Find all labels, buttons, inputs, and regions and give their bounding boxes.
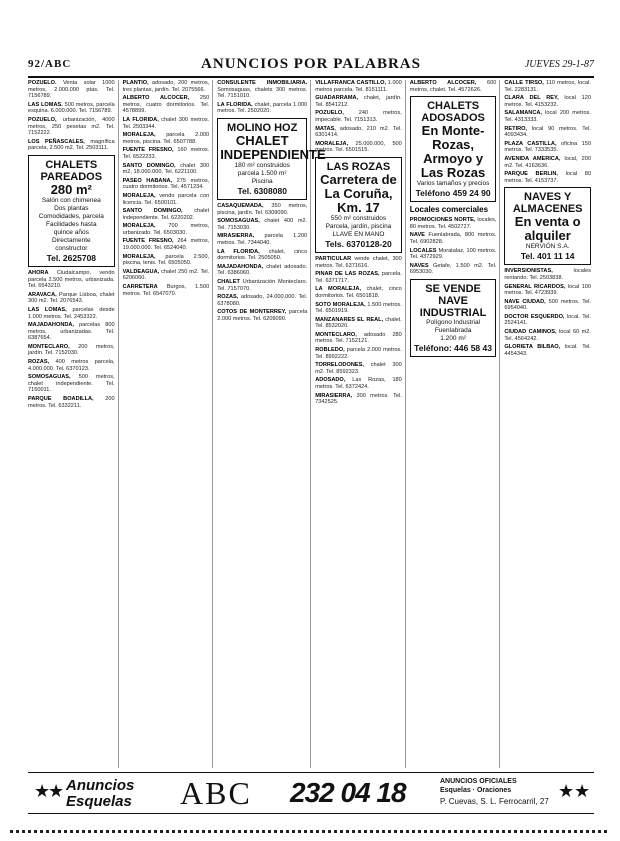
display-ad-subtitle: En Monte-Rozas, Armoyo y Las Rozas [420, 123, 486, 181]
footer-oficiales: ANUNCIOS OFICIALES [440, 778, 517, 785]
classified-ad [123, 117, 210, 130]
ad-lead: SOTO MORALEJA, [315, 301, 366, 308]
classified-ad [217, 249, 307, 262]
ad-text: 400 metros parcela, 4.000.000. Tel. 6370123. [28, 359, 115, 372]
ad-lead: POZUELO, [28, 116, 57, 123]
ad-lead: GUADARRAMA, [315, 95, 359, 102]
ad-text: Parque Lisboa, chalet 300 m2. Tel. 2076543. [28, 291, 115, 305]
footer-brand: ABC [180, 775, 252, 811]
ad-lead: CLARA DEL REY, [504, 95, 559, 102]
ad-lead: LA FLORIDA, [217, 248, 260, 255]
classified-columns [28, 80, 594, 768]
footer-anuncios: Anuncios [66, 777, 135, 794]
display-ad-title: SE VENDE NAVE INDUSTRIAL [419, 282, 487, 319]
ad-lead: PARQUE BOADILLA, [28, 396, 94, 403]
footer-phone: 232 04 18 [290, 777, 406, 808]
display-ad-phone: Tel. 6308080 [237, 185, 287, 196]
ad-text: Venta solar 1000 metros, 2.000.000 ptas. Tel. 7156789. [28, 80, 115, 100]
display-ad-title: LAS ROZAS [326, 160, 391, 173]
ad-text: vende chalet, 300 metros. Tel. 6371616. [315, 255, 402, 269]
ad-lead: MORALEJA, [122, 253, 156, 260]
display-ad-line: Salón con chimenea [41, 196, 101, 204]
ad-lead: POZUELO. [28, 80, 57, 86]
display-ad-line: constructor [55, 244, 88, 252]
ad-lead: PLANTIO, [122, 80, 149, 86]
classified-ad [504, 268, 591, 281]
classified-ad [504, 171, 591, 184]
ad-lead: LAS LOMAS. [28, 101, 63, 108]
display-ad-box [28, 155, 115, 267]
classified-ad [504, 126, 591, 139]
ad-lead: ADOSADO, [315, 377, 346, 384]
ad-lead: CASAQUEMADA, [217, 202, 264, 209]
ad-lead: GLORIETA BILBAO, [504, 344, 561, 351]
ad-text: chalet adosado. Tel. 6386060. [217, 263, 308, 277]
ad-text: 25.000.000, 500 metros. Tel. 6501515. [315, 140, 402, 154]
ad-text: chalet. Tel. 8532020. [315, 316, 402, 330]
classified-ad [315, 317, 402, 330]
ad-text: 264 metros, 19.000.000. Tel. 6524040. [122, 238, 210, 252]
ad-text: chalet 400 m2. Tel. 7153030. [217, 218, 308, 231]
display-ad-line: Directamente [51, 236, 91, 244]
display-ad-title: NAVES Y ALMACENES [512, 191, 583, 216]
ad-text: parcelas 800 metros, urbanizadas. Tel. 6387654. [28, 322, 115, 342]
ad-lead: GENERAL RICARDOS, [504, 283, 566, 290]
classified-ad [28, 102, 115, 115]
ad-text: 275 metros, cuatro dormitorios. Tel. 4571234. [122, 177, 210, 191]
ad-lead: SOMOSAGUAS, [217, 218, 260, 225]
column [123, 80, 214, 768]
classified-ad [315, 347, 402, 360]
classified-ad [504, 344, 591, 357]
ad-text: Getafe, 1.500 m2. Tel. 6953030. [409, 262, 497, 276]
ad-lead: NAVE [409, 232, 425, 239]
ad-lead: CIUDAD CAMINOS, [504, 329, 557, 336]
ad-lead: LA FLORIDA, [122, 116, 159, 123]
ad-lead: CHALET [217, 278, 240, 285]
classified-ad [28, 307, 115, 320]
ad-lead: LA MORALEJA, [315, 286, 361, 293]
ad-lead: LAS LOMAS, [28, 306, 67, 313]
classified-ad [315, 271, 402, 284]
ad-text: chalet 300 m2. Tel. 8592323. [315, 362, 402, 375]
section-heading: Locales comerciales [409, 205, 489, 215]
bottom-strip [10, 830, 610, 833]
ad-lead: MORALEJA, [122, 132, 156, 139]
ad-text: magnífica parcela, 2.500 m2. Tel. 2503111. [28, 138, 115, 152]
classified-ad [123, 269, 210, 282]
ad-lead: LOCALES [409, 247, 437, 254]
display-ad-title: CHALETS PAREADOS [40, 158, 103, 183]
ad-text: parcela 2.000 metros. Tel. 8992222. [315, 347, 402, 360]
ad-text: local 120 metros. Tel. 4153232. [504, 95, 591, 108]
ad-lead: POZUELO, [315, 110, 344, 117]
ad-text: 110 metros, local. Tel. 2283131. [504, 80, 591, 93]
ad-text: 500 metros, parcela esquina. 6.000.000. Tel. 7156789. [28, 101, 115, 115]
display-ad-line: 180 m² construidos [234, 161, 290, 169]
classified-ad [315, 286, 402, 299]
ad-text: chalet independiente. Tel. 6220202. [122, 208, 210, 221]
star-icon: ★ [574, 781, 591, 801]
ad-lead: COTOS DE MONTERREY, [217, 309, 287, 316]
footer-esquelas-oraciones: Esquelas · Oraciones [440, 787, 512, 794]
classified-ad [315, 377, 402, 390]
ad-text: Urbanización Monteclaro. Tel. 7157070. [217, 278, 308, 292]
ad-text: adosado 280 metros. Tel. 7152121. [315, 331, 402, 345]
ad-text: adosado, 24.000.000. Tel. 6378080. [217, 294, 308, 307]
display-ad-phone: Teléfono: 446 58 43 [414, 342, 492, 353]
ad-text: chalet, cinco dormitorios. Tel. 2505050. [217, 248, 308, 262]
classified-ad [315, 256, 402, 269]
classified-ad [504, 284, 591, 297]
display-ad-box [315, 157, 402, 253]
ad-lead: MORALEJA, [315, 140, 349, 147]
ad-lead: MORALEJA, [122, 223, 156, 230]
star-icon: ★ [558, 781, 575, 801]
ad-lead: MONTECLARO, [315, 331, 357, 338]
display-ad-box [410, 279, 497, 357]
ad-lead: SOMOSAGUAS, [28, 374, 71, 381]
classified-ad [315, 362, 402, 375]
star-icon: ★ [48, 781, 65, 801]
ad-text: 600 metros, chalet. Tel. 4572626. [409, 80, 497, 93]
ad-text: 300 metros. Tel. 7342525. [315, 392, 402, 406]
classified-ad [315, 126, 402, 139]
ad-lead: ARAVACA, [28, 291, 57, 298]
ad-text: parcela 1.200 metros. Tel. 7344040. [217, 233, 308, 246]
ad-lead: SANTO DOMINGO, [122, 162, 176, 169]
ad-text: 160 metros. Tel. 6522233. [122, 147, 210, 160]
display-ad-phone: Tel. 2625708 [46, 252, 97, 263]
ad-text: 1.000 metros parcela. Tel. 8151111. [315, 80, 402, 93]
ad-text: 200 metros. Tel. 6332211. [28, 396, 115, 409]
display-ad-line: Parcela, jardín, piscina [325, 222, 392, 230]
ad-text: adosado, 210 m2. Tel. 6301414. [315, 125, 402, 139]
page-title: ANUNCIOS POR PALABRAS [201, 56, 421, 72]
ad-lead: PROMOCIONES NORTE, [409, 217, 476, 224]
display-ad-line: Polígono Industrial [426, 318, 480, 326]
classified-ad [315, 95, 402, 108]
classified-ad [217, 80, 307, 100]
ad-text: Las Rozas, 180 metros. Tel. 6372424. [315, 377, 402, 391]
display-ad-subtitle: CHALET INDEPENDIENTE [220, 132, 326, 162]
classified-ad [123, 238, 210, 251]
classified-ad [123, 208, 210, 221]
ad-text: local 80 metros. Tel. 4153737. [504, 171, 591, 184]
classified-ad [28, 396, 115, 409]
display-ad-line: Varios tamaños y precios [416, 180, 490, 188]
display-ad-title: MOLINO HOZ [227, 121, 298, 134]
display-ad-line: 1.200 m² [440, 334, 466, 342]
classified-ad [410, 80, 497, 93]
classified-ad [217, 279, 307, 292]
classified-ad [504, 156, 591, 169]
ad-lead: AVENIDA AMERICA, [504, 155, 561, 162]
ad-lead: ROZAS, [217, 294, 239, 301]
display-ad-phone: Tels. 6370128-20 [325, 238, 392, 249]
classified-ad [123, 223, 210, 236]
ad-lead: PARTICULAR [315, 255, 352, 262]
classified-ad [315, 110, 402, 123]
classified-ad [123, 147, 210, 160]
classified-ad [28, 292, 115, 305]
display-ad-subtitle: En venta o alquiler [514, 214, 581, 244]
ad-lead: DOCTOR ESQUERDO, [504, 313, 565, 320]
classified-ad [504, 95, 591, 108]
classified-ad [28, 139, 115, 152]
classified-ad [504, 314, 591, 327]
classified-ad [123, 80, 210, 93]
classified-ad [28, 374, 115, 394]
ad-text: parcelas desde 1.000 metros. Tel. 2453322. [28, 306, 115, 320]
ad-text: local 100 metros. Tel. 4723939. [504, 283, 591, 297]
ad-lead: NAVE CIUDAD, [504, 298, 546, 305]
ad-lead: TORRELODONES, [315, 362, 364, 369]
ad-lead: MAJADAHONDA, [28, 322, 74, 329]
ad-text: local 60 m2. Tel. 4564242. [504, 329, 591, 342]
ad-lead: CARRETERA [122, 284, 158, 291]
classified-ad [217, 218, 307, 231]
ad-text: oficina 150 metros. Tel. 7333535. [504, 140, 591, 154]
ad-text: chalet, cinco dormitorios. Tel. 6501818. [315, 286, 402, 299]
page-header [28, 56, 594, 78]
classified-ad [217, 233, 307, 246]
classified-ad [123, 163, 210, 176]
classified-ad [504, 329, 591, 342]
star-icon: ★ [34, 781, 51, 801]
classified-ad [315, 332, 402, 345]
classified-ad [504, 299, 591, 312]
display-ad-line: 550 m² construidos [330, 214, 387, 222]
display-ad-line: Facilidades hasta [46, 220, 97, 228]
classified-ad [28, 270, 115, 290]
classified-ad [217, 294, 307, 307]
ad-lead: MORALEJA, [122, 192, 156, 199]
classified-ad [217, 203, 307, 216]
classified-ad [217, 102, 307, 115]
ad-text: chalet, parcela 1.000 metros. Tel. 2502020. [217, 101, 308, 115]
classified-ad [315, 141, 402, 154]
column [410, 80, 501, 768]
ad-text: adosado, 200 metros, tres plantas, jardín. Tel. 2075566. [122, 80, 210, 93]
column [28, 80, 119, 768]
classified-ad [28, 117, 115, 137]
ad-lead: PLAZA CASTILLA, [504, 140, 557, 147]
page-date: JUEVES 29-1-87 [524, 59, 594, 70]
ad-lead: MONTECLARO, [28, 343, 70, 350]
ad-lead: ALBERTO ALCOCER, [122, 95, 190, 102]
display-ad-phone: Teléfono 459 24 90 [415, 188, 491, 199]
classified-ad [123, 254, 210, 267]
ad-lead: FUENTE FRESNO, [122, 238, 174, 245]
display-ad-subtitle: Carretera de La Coruña, Km. 17 [320, 171, 397, 215]
ad-lead: MAJADAHONDA, [217, 263, 264, 270]
ad-lead: ROBLEDO, [315, 347, 345, 354]
ad-lead: PASEO HABANA, [122, 177, 173, 184]
display-ad-title: CHALETS ADOSADOS [421, 100, 485, 125]
classified-ad [123, 284, 210, 297]
ad-lead: MIRASIERRA, [315, 392, 353, 399]
footer-esquelas: Esquelas [66, 793, 132, 810]
classified-ad [28, 322, 115, 342]
classified-ad [410, 232, 497, 245]
ad-lead: ROZAS, [28, 359, 50, 366]
ad-text: 200 metros, jardín. Tel. 7152030. [28, 343, 115, 357]
classified-ad [315, 393, 402, 406]
ad-text: locales, 80 metros. Tel. 4502727. [409, 217, 497, 230]
ad-text: Ciudalcampo, vendo parcela 2.500 metros, urbanizada. Tel. 6543210. [28, 269, 115, 290]
display-ad-line: NERVIÓN S.A. [525, 243, 570, 251]
ad-lead: ALBERTO ALCOCER, [409, 80, 477, 86]
display-ad-line: Dos plantas [54, 204, 89, 212]
ad-text: local. Tel. 4454343. [504, 344, 591, 357]
classified-ad [410, 248, 497, 261]
display-ad-box [504, 187, 591, 265]
ad-text: chalet 300 metros. Tel. 2503344. [122, 116, 210, 130]
page-number: 92/ABC [28, 58, 72, 70]
classified-ad [504, 80, 591, 93]
ad-text: 250 metros, cuatro dormitorios. Tel. 4578899. [122, 95, 210, 115]
column [504, 80, 594, 768]
ad-lead: RETIRO, [504, 125, 528, 132]
ad-text: parcela 2.000 metros. Tel. 6209090. [217, 309, 308, 322]
ad-lead: PARQUE BERLIN, [504, 171, 558, 178]
ad-text: local 90 metros. Tel. 4093434. [504, 125, 591, 139]
ad-text: 240 metros, impecable. Tel. 7151313. [315, 110, 402, 123]
ad-lead: MANZANARES EL REAL, [315, 316, 384, 323]
ad-text: parcela. Tel. 6371717. [315, 271, 402, 284]
ad-text: Burgos, 1.500 metros. Tel. 6547070. [122, 284, 210, 297]
ad-lead: MIRASIERRA, [217, 233, 255, 240]
ad-text: local. Tel. 2524141. [504, 313, 591, 327]
ad-text: locales rentando. Tel. 2503838. [504, 268, 591, 281]
ad-lead: PINAR DE LAS ROZAS, [315, 271, 380, 278]
ad-text: Fuenlabrada, 800 metros. Tel. 6902828. [409, 232, 497, 245]
ad-text: parcela 2.000 metros, piscina. Tel. 6507788. [122, 132, 210, 145]
ad-text: 1.500 metros. Tel. 6501919. [315, 301, 402, 315]
ad-text: local, 200 m2. Tel. 4163636. [504, 155, 591, 169]
classified-ad [123, 178, 210, 191]
display-ad-line: quince años [53, 228, 89, 236]
ad-lead: NAVES [409, 262, 429, 269]
ad-text: chalet 300 m2, 18.000.000. Tel. 6221100. [122, 162, 210, 176]
ad-text: urbanización, 4000 metros, 250 pesetas m2. Tel. 7152222. [28, 116, 115, 137]
classified-ad [123, 95, 210, 115]
ad-lead: SANTO DOMINGO, [122, 208, 183, 215]
display-ad-subtitle: 280 m² [50, 181, 92, 197]
footer-address: P. Cuevas, S. L. Ferrocarril, 27 [440, 797, 549, 806]
column [315, 80, 406, 768]
classified-ad [504, 141, 591, 154]
ad-lead: VILLAFRANCA CASTILLO, [315, 80, 387, 86]
ad-text: 700 metros, urbanizado. Tel. 6503030. [122, 223, 210, 236]
classified-ad [315, 302, 402, 315]
ad-lead: CALLE TIRSO, [504, 80, 544, 86]
classified-ad [217, 264, 307, 277]
ad-lead: LA FLORIDA, [217, 101, 253, 108]
ad-lead: CONSULENTE INMOBILIARIA. [217, 80, 308, 86]
ad-lead: SALAMANCA, [504, 110, 542, 117]
classified-ad [28, 344, 115, 357]
ad-text: 350 metros, piscina, jardín. Tel. 6309090. [217, 202, 308, 216]
display-ad-phone: Tel. 401 11 14 [520, 251, 575, 262]
ad-lead: LOS PEÑASCALES, [28, 138, 85, 145]
classified-ad [123, 193, 210, 206]
ad-lead: MATAS, [315, 125, 336, 132]
ad-lead: VALDEAGUA, [122, 268, 160, 275]
display-ad-line: Comodidades, parcela [38, 212, 104, 220]
classified-ad [410, 217, 497, 230]
classified-ad [123, 132, 210, 145]
ad-text: chalet 250 m2. Tel. 6206060. [122, 268, 210, 282]
ad-text: local 200 metros. Tel. 4313333. [504, 110, 591, 123]
ad-text: Moratalaz, 100 metros. Tel. 4372929. [409, 247, 497, 261]
ad-text: 500 metros, chalet independiente. Tel. 7150011. [28, 374, 115, 394]
display-ad-line: Piscina [251, 177, 273, 185]
classified-ad [315, 80, 402, 93]
ad-text: 500 metros. Tel. 6954040. [504, 298, 591, 312]
classified-ad [217, 309, 307, 322]
display-ad-line: parcela 1.500 m² [237, 169, 287, 177]
classified-ad [28, 80, 115, 100]
display-ad-box [410, 96, 497, 202]
classified-ad [504, 110, 591, 123]
display-ad-line: Fuenlabrada [434, 326, 472, 334]
ad-lead: FUENTE FRESNO, [122, 147, 174, 154]
ad-text: vendo parcela con licencia. Tel. 6500101. [122, 192, 210, 206]
ad-lead: INVERSIONISTAS, [504, 268, 553, 275]
ad-lead: AHORA [28, 269, 49, 276]
display-ad-line: LLAVE EN MANO [332, 230, 385, 238]
classified-ad [28, 359, 115, 372]
ad-text: chalet, jardín. Tel. 8541212. [315, 95, 402, 108]
ad-text: parcela 2.500, piscina, tenis. Tel. 6505050. [122, 253, 210, 267]
ad-text: Somosaguas, chalets 300 metros. Tel. 7151010. [217, 86, 308, 100]
footer-banner [28, 772, 594, 814]
classified-ad [410, 263, 497, 276]
